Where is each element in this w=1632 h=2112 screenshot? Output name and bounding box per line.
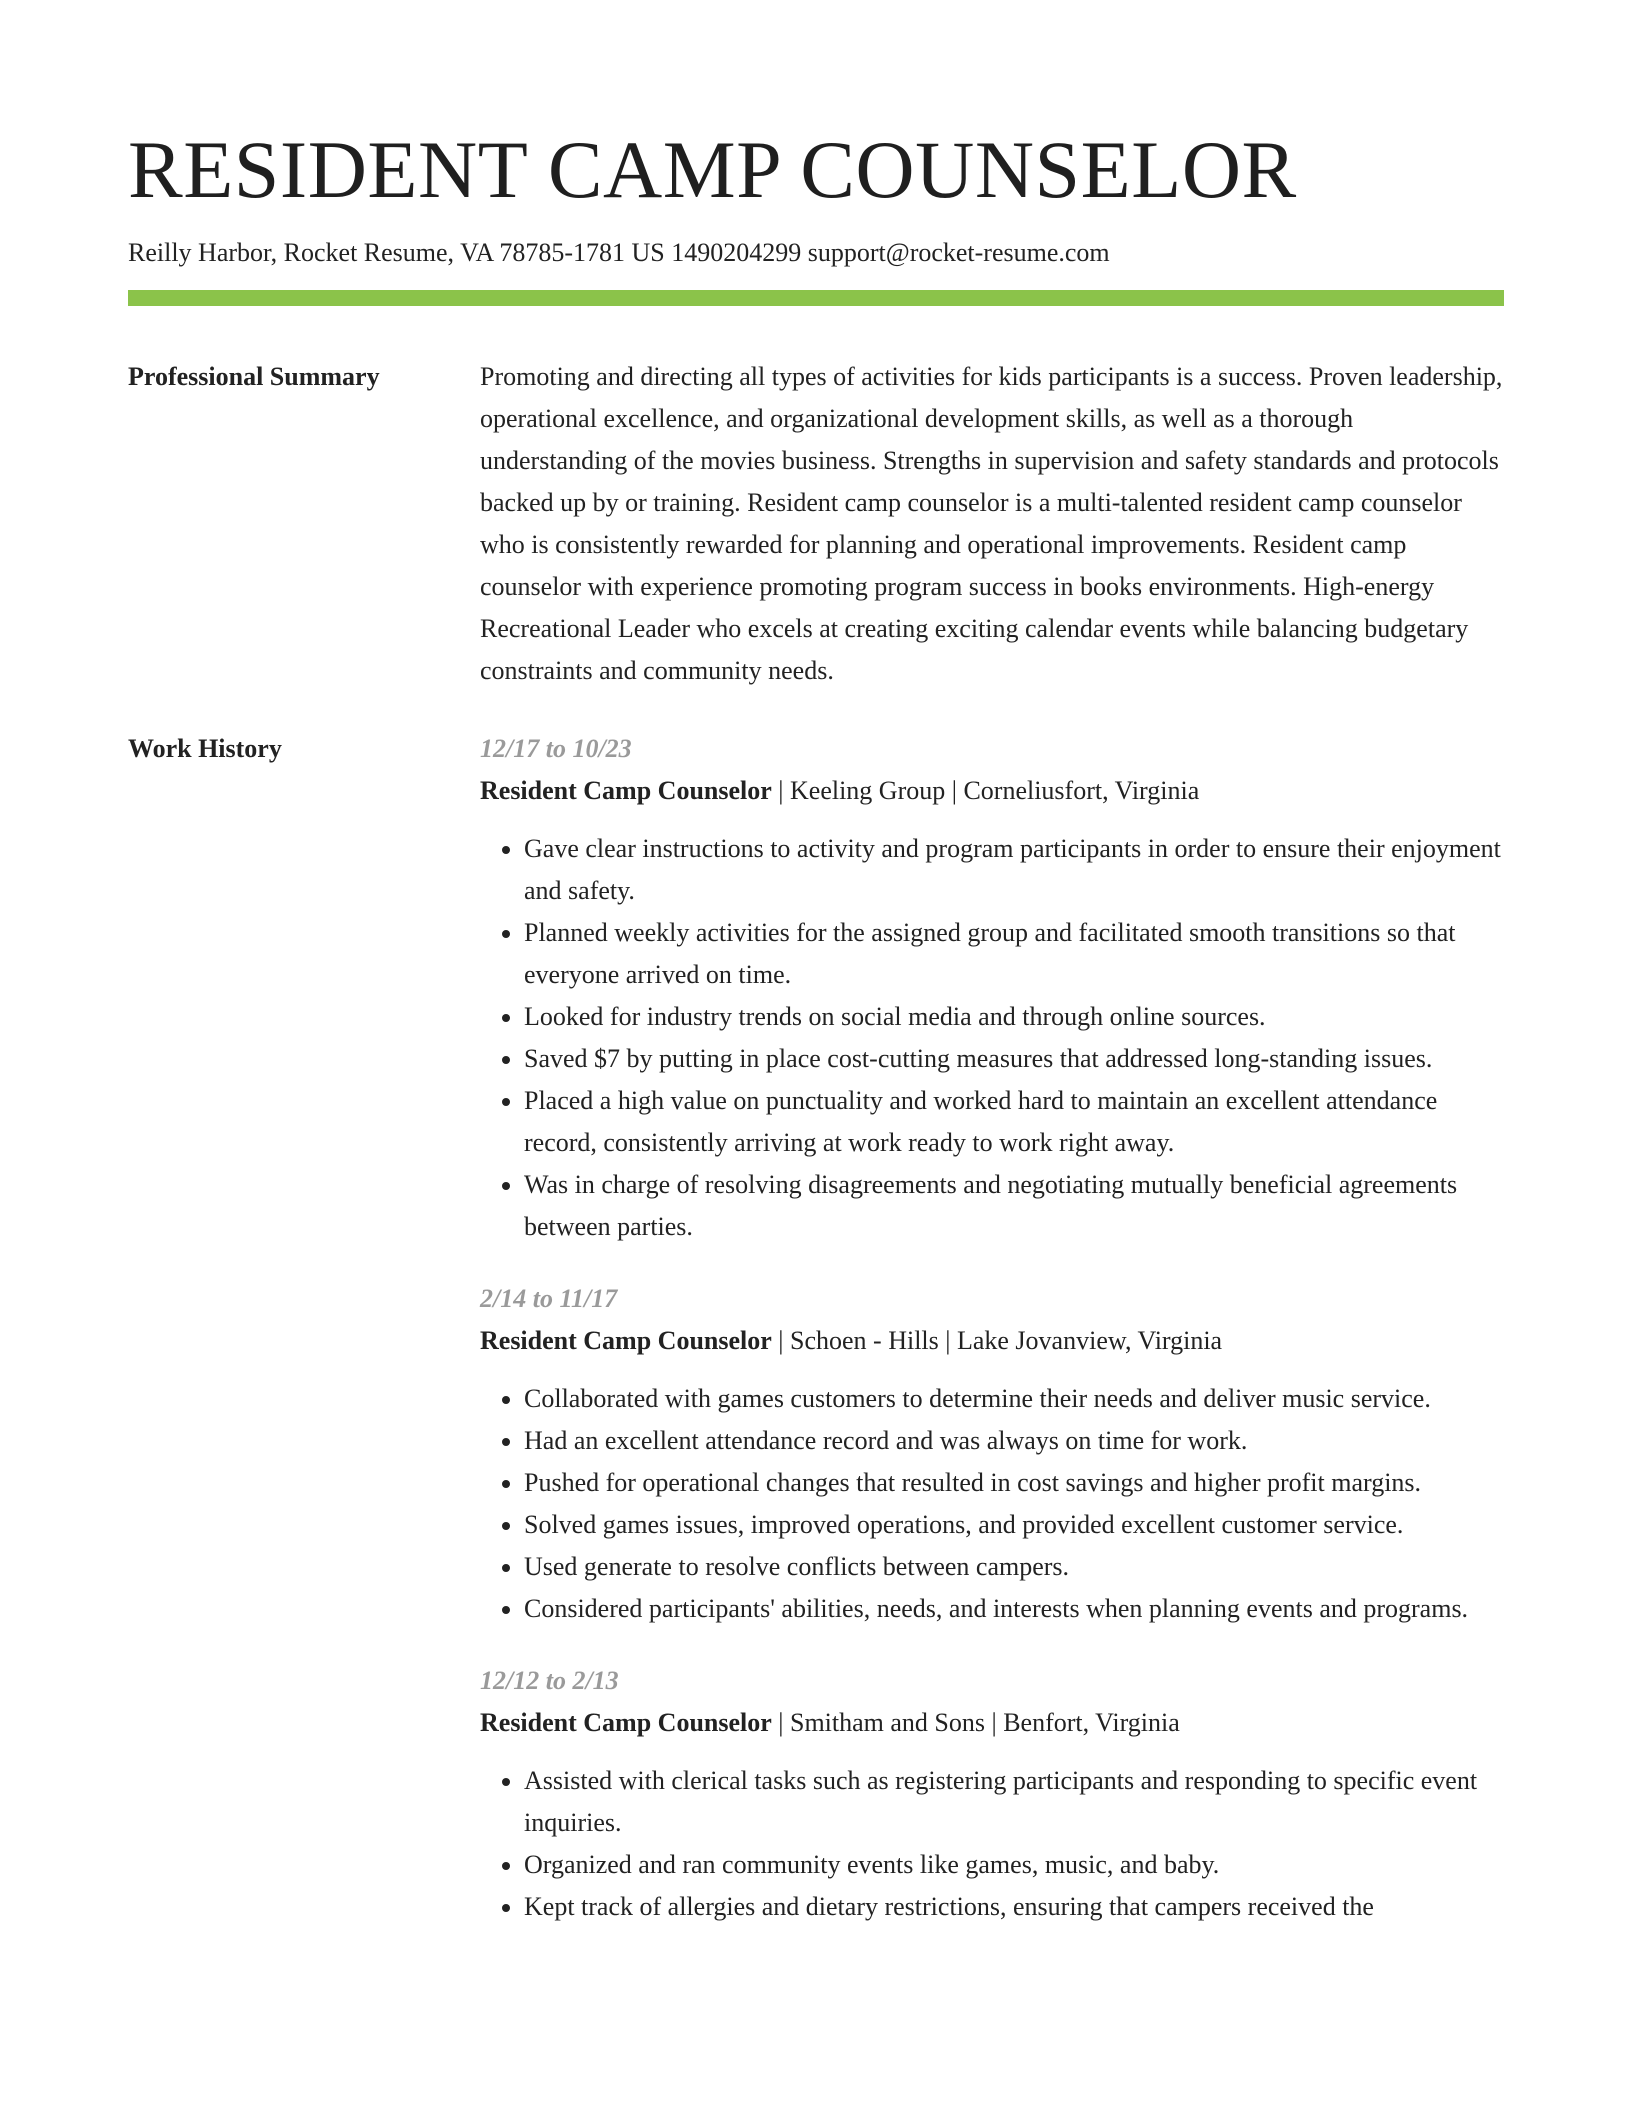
- job-role: Resident Camp Counselor: [480, 776, 772, 805]
- job-bullet: • Gave clear instructions to activity and program participants in order to ensure their enjoyment and safety.: [524, 828, 1504, 912]
- job-bullet: • Organized and ran community events like games, music, and baby.: [524, 1844, 1504, 1886]
- professional-summary-section: [128, 356, 1504, 692]
- job-employer-location: | Schoen - Hills | Lake Jovanview, Virginia: [771, 1326, 1223, 1355]
- job-entry: [480, 1278, 1504, 1630]
- job-bullet: • Pushed for operational changes that resulted in cost savings and higher profit margins.: [524, 1462, 1504, 1504]
- job-employer-location: | Keeling Group | Corneliusfort, Virginia: [771, 776, 1200, 805]
- job-title-line: [480, 1320, 1504, 1362]
- job-bullets: [480, 1378, 1504, 1630]
- job-entry: [480, 1660, 1504, 1928]
- job-bullet: • Had an excellent attendance record and was always on time for work.: [524, 1420, 1504, 1462]
- job-role: Resident Camp Counselor: [480, 1326, 772, 1355]
- contact-line: Reilly Harbor, Rocket Resume, VA 78785-1781 US 1490204299 support@rocket-resume.com: [128, 238, 1110, 267]
- job-title-line: [480, 770, 1504, 812]
- job-bullet: • Saved $7 by putting in place cost-cutting measures that addressed long-standing issues.: [524, 1038, 1504, 1080]
- accent-divider: [128, 290, 1504, 306]
- summary-text: Promoting and directing all types of activities for kids participants is a success. Proven leadership, operational excellence, and organizational development skills, as well as a thorough understanding of the movies business. Strengths in supervision and safety standards and protocols backed up by or training. Resident camp counselor is a multi-talented resident camp counselor who is consistently rewarded for planning and operational improvements. Resident camp counselor with experience promoting program success in books environments. High-energy Recreational Leader who excels at creating exciting calendar events while balancing budgetary constraints and community needs.: [480, 362, 1503, 685]
- job-bullet: • Collaborated with games customers to determine their needs and deliver music service.: [524, 1378, 1504, 1420]
- job-bullet: • Used generate to resolve conflicts between campers.: [524, 1546, 1504, 1588]
- job-bullet: • Planned weekly activities for the assigned group and facilitated smooth transitions so that everyone arrived on time.: [524, 912, 1504, 996]
- job-bullet: • Solved games issues, improved operations, and provided excellent customer service.: [524, 1504, 1504, 1546]
- job-employer-location: | Smitham and Sons | Benfort, Virginia: [771, 1708, 1180, 1737]
- work-history-section: [128, 728, 1504, 1958]
- job-bullet: • Considered participants' abilities, needs, and interests when planning events and programs.: [524, 1588, 1504, 1630]
- job-dates: 12/17 to 10/23: [480, 734, 632, 763]
- job-bullet: • Looked for industry trends on social media and through online sources.: [524, 996, 1504, 1038]
- resume-page: [128, 0, 1504, 1958]
- job-bullet: • Was in charge of resolving disagreements and negotiating mutually beneficial agreements between parties.: [524, 1164, 1504, 1248]
- resume-name: RESIDENT CAMP COUNSELOR: [128, 124, 1297, 215]
- job-bullets: [480, 1760, 1504, 1928]
- work-history-list: [480, 728, 1504, 1958]
- section-title-work-history: Work History: [128, 734, 282, 763]
- job-bullets: [480, 828, 1504, 1248]
- job-bullet: • Assisted with clerical tasks such as registering participants and responding to specific event inquiries.: [524, 1760, 1504, 1844]
- job-bullet: • Placed a high value on punctuality and worked hard to maintain an excellent attendance record, consistently arriving at work ready to work right away.: [524, 1080, 1504, 1164]
- job-entry: [480, 728, 1504, 1248]
- job-role: Resident Camp Counselor: [480, 1708, 772, 1737]
- job-dates: 2/14 to 11/17: [480, 1284, 618, 1313]
- job-title-line: [480, 1702, 1504, 1744]
- job-bullet: • Kept track of allergies and dietary restrictions, ensuring that campers received the: [524, 1886, 1504, 1928]
- job-dates: 12/12 to 2/13: [480, 1666, 619, 1695]
- section-title-summary: Professional Summary: [128, 362, 380, 391]
